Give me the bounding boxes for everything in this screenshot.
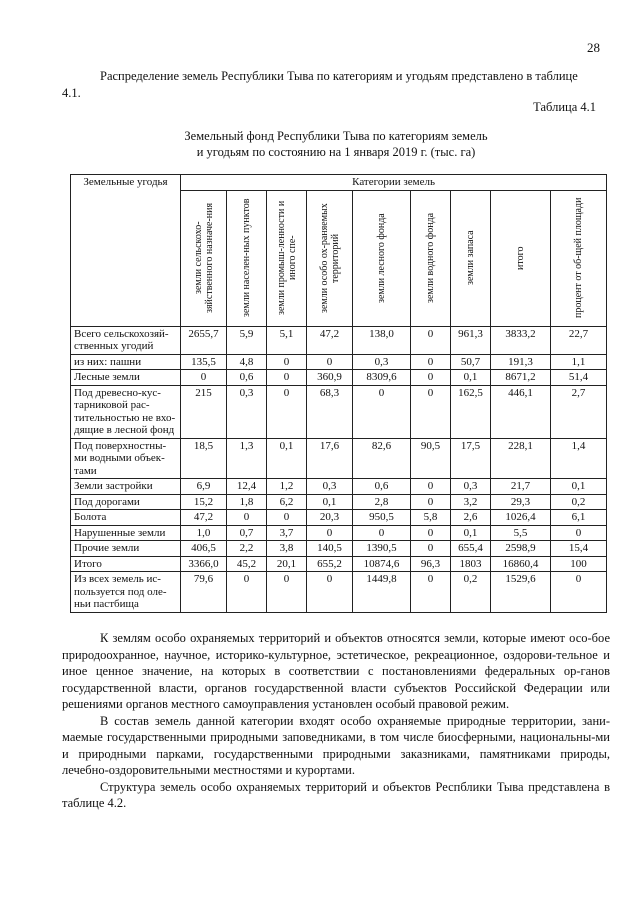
table-row — [71, 541, 607, 557]
table-cell: 8671,2 — [491, 370, 551, 386]
table-cell: 68,3 — [307, 385, 353, 438]
table-cell: 2,2 — [227, 541, 267, 557]
table-cell: 1026,4 — [491, 510, 551, 526]
column-header-label: земли особо ох-раняемых территорий — [318, 203, 341, 313]
table-body — [71, 326, 607, 612]
table-cell: 5,1 — [267, 326, 307, 354]
table-cell: 215 — [181, 385, 227, 438]
table-cell: 2,6 — [451, 510, 491, 526]
table-cell: 135,5 — [181, 354, 227, 370]
group-header-cell: Категории земель — [181, 175, 607, 191]
column-header — [411, 190, 451, 326]
table-cell: 138,0 — [353, 326, 411, 354]
row-label: из них: пашни — [71, 354, 181, 370]
table-cell: 0 — [411, 494, 451, 510]
table-cell: 0,3 — [353, 354, 411, 370]
column-header-label: земли промыш-ленности и иного спе- — [275, 200, 298, 316]
row-label: Под дорогами — [71, 494, 181, 510]
intro-paragraph — [62, 68, 610, 101]
table-title-line-2: и угодьям по состоянию на 1 января 2019 г. (тыс. га) — [196, 145, 476, 159]
table-cell: 0 — [267, 510, 307, 526]
table-cell: 1390,5 — [353, 541, 411, 557]
table-cell: 1,1 — [551, 354, 607, 370]
table-cell: 655,2 — [307, 556, 353, 572]
table-cell: 0 — [181, 370, 227, 386]
table-cell: 0,1 — [451, 370, 491, 386]
table-cell: 2,8 — [353, 494, 411, 510]
table-cell: 2655,7 — [181, 326, 227, 354]
table-cell: 1449,8 — [353, 572, 411, 613]
table-cell: 12,4 — [227, 479, 267, 495]
table-row — [71, 556, 607, 572]
table-cell: 3833,2 — [491, 326, 551, 354]
table-cell: 0 — [411, 525, 451, 541]
table-cell: 0 — [411, 370, 451, 386]
table-cell: 1529,6 — [491, 572, 551, 613]
row-label: Прочие земли — [71, 541, 181, 557]
table-cell: 0 — [267, 354, 307, 370]
table-cell: 79,6 — [181, 572, 227, 613]
table-cell: 228,1 — [491, 438, 551, 479]
row-label: Земли застройки — [71, 479, 181, 495]
table-cell: 1,3 — [227, 438, 267, 479]
paragraph-1: К землям особо охраняемых территорий и объектов относятся земли, которые имеют осо-бое природоохранное, научное, историко-культурное, эстетическое, рекреационное, оздорови-тельное и иное ценное значение, на которых в соответствии с постановлениями федеральных ор-ганов государственной власти, органов государственной власти субъектов Российской Федерации или решениями органов местного самоуправления установлен особый правовой режим. — [62, 631, 610, 711]
column-header — [491, 190, 551, 326]
table-cell: 1,0 — [181, 525, 227, 541]
table-cell: 16860,4 — [491, 556, 551, 572]
table-cell: 0,2 — [451, 572, 491, 613]
table-cell: 82,6 — [353, 438, 411, 479]
table-cell: 446,1 — [491, 385, 551, 438]
row-header-cell: Земельные угодья — [71, 175, 181, 327]
table-cell: 20,1 — [267, 556, 307, 572]
table-row — [71, 572, 607, 613]
column-header-label: процент от об-щей площади — [573, 197, 585, 319]
table-cell: 50,7 — [451, 354, 491, 370]
row-label: Лесные земли — [71, 370, 181, 386]
column-header-label: земли сельскохо-зяйственного назначе-ния — [192, 202, 215, 314]
table-cell: 47,2 — [307, 326, 353, 354]
table-row — [71, 326, 607, 354]
table-cell: 6,1 — [551, 510, 607, 526]
row-label: Из всех земель ис-пользуется под оле-ньи пастбища — [71, 572, 181, 613]
table-cell: 15,4 — [551, 541, 607, 557]
table-title-line-1: Земельный фонд Республики Тыва по категориям земель — [184, 129, 488, 143]
column-header-label: земли водного фонда — [425, 212, 436, 304]
row-label: Всего сельскохозяй-ственных угодий — [71, 326, 181, 354]
table-row — [71, 385, 607, 438]
table-cell: 0,1 — [267, 438, 307, 479]
table-cell: 0 — [551, 525, 607, 541]
table-cell: 0 — [353, 385, 411, 438]
table-cell: 0,3 — [451, 479, 491, 495]
land-fund-table — [70, 174, 607, 613]
table-cell: 0 — [267, 572, 307, 613]
table-row — [71, 510, 607, 526]
column-header — [551, 190, 607, 326]
table-cell: 0 — [267, 370, 307, 386]
paragraph-3: Структура земель особо охраняемых территорий и объектов Респблики Тыва представлена в таблице 4.2. — [62, 779, 610, 810]
table-cell: 22,7 — [551, 326, 607, 354]
table-cell: 20,3 — [307, 510, 353, 526]
table-cell: 29,3 — [491, 494, 551, 510]
table-cell: 2,7 — [551, 385, 607, 438]
table-cell: 0,3 — [307, 479, 353, 495]
table-cell: 0,6 — [227, 370, 267, 386]
table-cell: 0 — [411, 354, 451, 370]
table-cell: 3,7 — [267, 525, 307, 541]
column-header — [267, 190, 307, 326]
table-cell: 100 — [551, 556, 607, 572]
table-cell: 3,8 — [267, 541, 307, 557]
table-cell: 90,5 — [411, 438, 451, 479]
table-cell: 6,2 — [267, 494, 307, 510]
column-header-label: земли лесного фонда — [376, 213, 387, 303]
table-cell: 17,5 — [451, 438, 491, 479]
table-cell: 950,5 — [353, 510, 411, 526]
table-cell: 8309,6 — [353, 370, 411, 386]
table-row — [71, 354, 607, 370]
table-cell: 655,4 — [451, 541, 491, 557]
table-cell: 0 — [307, 525, 353, 541]
table-cell: 96,3 — [411, 556, 451, 572]
table-cell: 360,9 — [307, 370, 353, 386]
row-label: Под древесно-кус-тарниковой рас-тительностью не вхо-дящие в лесной фонд — [71, 385, 181, 438]
table-cell: 4,8 — [227, 354, 267, 370]
table-cell: 51,4 — [551, 370, 607, 386]
table-cell: 1,8 — [227, 494, 267, 510]
table-row — [71, 494, 607, 510]
table-cell: 0,6 — [353, 479, 411, 495]
table-cell: 6,9 — [181, 479, 227, 495]
column-header — [353, 190, 411, 326]
table-cell: 0,1 — [551, 479, 607, 495]
intro-line-1: Распределение земель Республики Тыва по категориям и угодьям представлено в таблице — [100, 69, 578, 83]
column-header-label: земли запаса — [465, 230, 476, 286]
row-label: Под поверхностны-ми водными объек-тами — [71, 438, 181, 479]
table-cell: 0 — [411, 541, 451, 557]
table-cell: 0 — [551, 572, 607, 613]
table-row — [71, 525, 607, 541]
table-cell: 3366,0 — [181, 556, 227, 572]
table-cell: 17,6 — [307, 438, 353, 479]
table-cell: 0 — [411, 572, 451, 613]
table-cell: 0 — [411, 385, 451, 438]
table-cell: 0 — [353, 525, 411, 541]
column-header — [451, 190, 491, 326]
row-label: Нарушенные земли — [71, 525, 181, 541]
table-cell: 1803 — [451, 556, 491, 572]
table-cell: 0 — [227, 510, 267, 526]
page-number: 28 — [587, 40, 600, 55]
table-cell: 0 — [307, 572, 353, 613]
table-cell: 0 — [227, 572, 267, 613]
table-cell: 10874,6 — [353, 556, 411, 572]
table-cell: 1,2 — [267, 479, 307, 495]
paragraph-2: В состав земель данной категории входят особо охраняемые природные территории, зани-маемые государственными природными заповедниками, в том числе биосферными, национальны-ми и природными парками, государственными природными заказниками, памятниками природы, лечебно-оздоровительными местностями и курортами. — [62, 713, 610, 777]
table-cell: 961,3 — [451, 326, 491, 354]
table-cell: 162,5 — [451, 385, 491, 438]
table-cell: 18,5 — [181, 438, 227, 479]
column-header-label: земли населен-ных пунктов — [241, 198, 252, 318]
table-cell: 406,5 — [181, 541, 227, 557]
column-header — [307, 190, 353, 326]
table-cell: 5,9 — [227, 326, 267, 354]
table-cell: 0,1 — [451, 525, 491, 541]
table-cell: 47,2 — [181, 510, 227, 526]
column-header — [181, 190, 227, 326]
row-label: Итого — [71, 556, 181, 572]
table-cell: 0 — [411, 326, 451, 354]
table-cell: 45,2 — [227, 556, 267, 572]
table-cell: 21,7 — [491, 479, 551, 495]
table-cell: 5,8 — [411, 510, 451, 526]
table-cell: 5,5 — [491, 525, 551, 541]
row-label: Болота — [71, 510, 181, 526]
table-cell: 0 — [411, 479, 451, 495]
table-cell: 140,5 — [307, 541, 353, 557]
table-label: Таблица 4.1 — [533, 100, 596, 114]
table-row — [71, 438, 607, 479]
table-cell: 2598,9 — [491, 541, 551, 557]
column-header-label: итого — [515, 246, 526, 270]
table-cell: 0 — [267, 385, 307, 438]
table-header-row-1 — [71, 175, 607, 191]
table-row — [71, 370, 607, 386]
table-cell: 15,2 — [181, 494, 227, 510]
table-title — [60, 128, 612, 160]
table-cell: 3,2 — [451, 494, 491, 510]
column-header — [227, 190, 267, 326]
intro-line-2: 4.1. — [62, 85, 81, 100]
table-cell: 0,3 — [227, 385, 267, 438]
table-cell: 0,1 — [307, 494, 353, 510]
table-cell: 0,2 — [551, 494, 607, 510]
body-text — [62, 630, 610, 812]
table-cell: 0 — [307, 354, 353, 370]
table-cell: 191,3 — [491, 354, 551, 370]
table-row — [71, 479, 607, 495]
table-cell: 0,7 — [227, 525, 267, 541]
table-cell: 1,4 — [551, 438, 607, 479]
